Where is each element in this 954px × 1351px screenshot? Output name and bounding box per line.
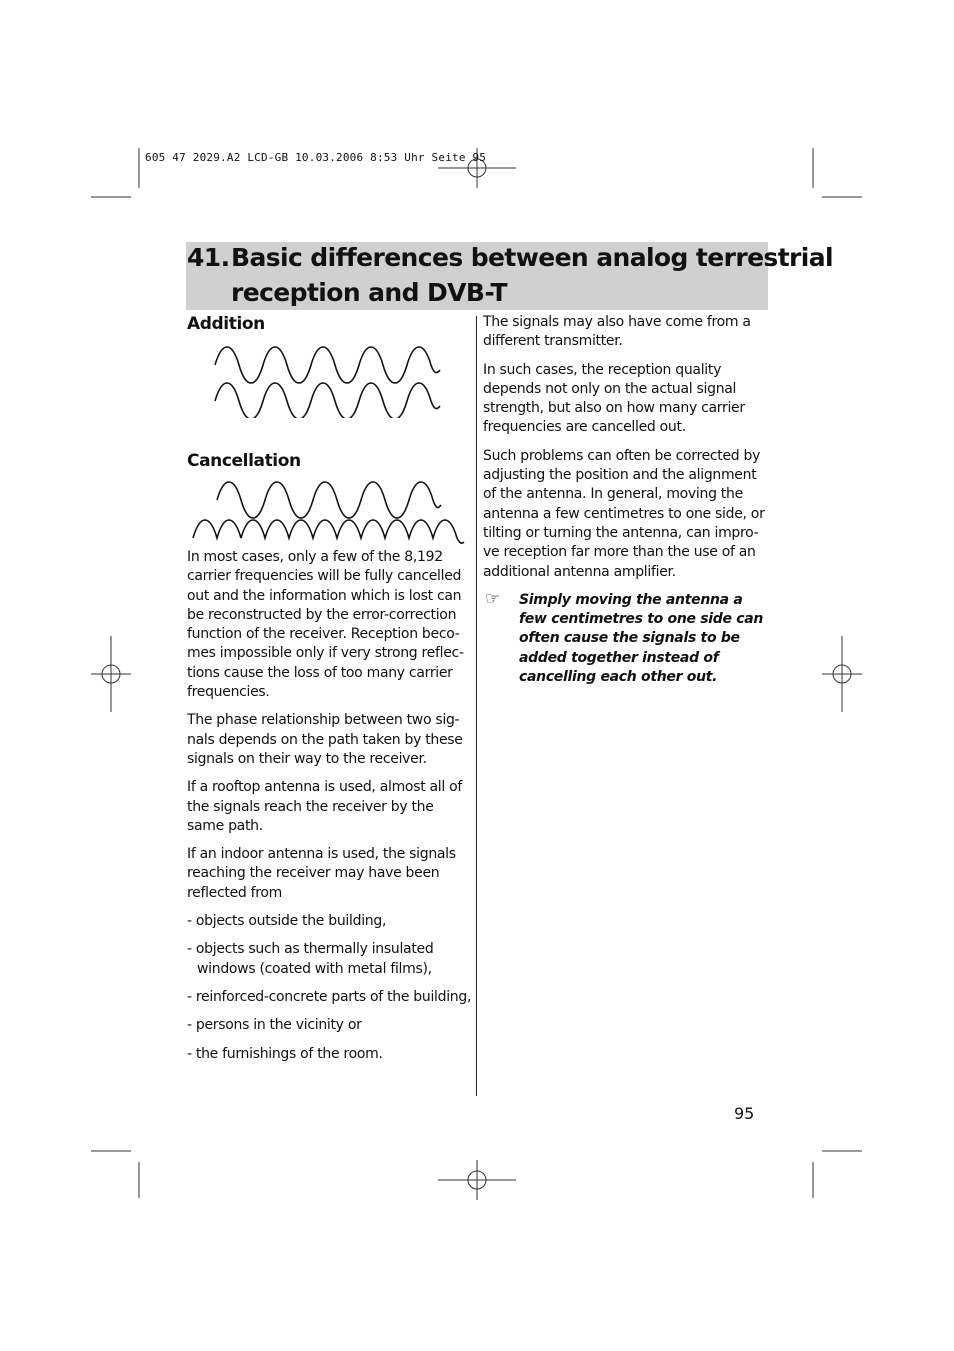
addition-wave-1 [215, 347, 440, 383]
print-slug-line: 605 47 2029.A2 LCD-GB 10.03.2006 8:53 Uhr Seite 95 [145, 151, 487, 164]
tip-note [483, 588, 768, 687]
body-paragraph: If a rooftop antenna is used, almost all of the signals reach the receiver by the same path. [187, 779, 463, 834]
title-line-1: Basic differences between analog terrestrial [231, 243, 833, 272]
page-title [187, 240, 833, 310]
list-item: - objects outside the building, [187, 913, 387, 930]
title-number: 41. [187, 243, 230, 272]
body-paragraph: Such problems can often be corrected by adjusting the position and the alignment of the antenna. In general, moving the antenna a few centimetres to one side, or tilting or turning the antenna, can impro-ve reception far more than the use of an additional antenna amplifier. [483, 447, 765, 580]
cancellation-wave-diagram [190, 480, 470, 550]
addition-wave-2 [215, 383, 440, 418]
body-paragraph: The phase relationship between two sig-nals depends on the path taken by these signals on their way to the receiver. [187, 712, 463, 767]
body-paragraph: In such cases, the reception quality depends not only on the actual signal strength, but also on how many carrier frequencies are cancelled out. [483, 361, 745, 436]
addition-heading: Addition [187, 314, 265, 334]
right-column [483, 313, 768, 687]
page-number: 95 [734, 1104, 755, 1123]
list-item: - the furnishings of the room. [187, 1045, 383, 1062]
cancellation-heading: Cancellation [187, 451, 301, 471]
title-line-2: reception and DVB-T [231, 278, 507, 307]
pointing-hand-icon: ☞ [485, 588, 500, 609]
tip-text: Simply moving the antenna a few centimetres to one side can often cause the signals to be added together instead of cancelling each other out. [519, 591, 764, 686]
left-column [187, 548, 472, 1073]
body-paragraph: The signals may also have come from a different transmitter. [483, 314, 751, 350]
list-item: - objects such as thermally insulated windows (coated with metal films), [187, 941, 434, 977]
addition-wave-diagram [210, 346, 450, 418]
body-paragraph: In most cases, only a few of the 8,192 carrier frequencies will be fully cancelled out and the information which is lost can be reconstructed by the error-correction function of the receiver. Reception beco-mes impossible only if very strong reflec-tions cause the loss of too many carrier frequencies. [187, 549, 464, 701]
cancellation-wave-1 [217, 482, 441, 518]
column-divider [476, 316, 477, 1096]
cancellation-wave-2 [193, 520, 464, 543]
body-paragraph: If an indoor antenna is used, the signals reaching the receiver may have been reflected from [187, 846, 456, 901]
list-item: - reinforced-concrete parts of the building, [187, 988, 472, 1005]
list-item: - persons in the vicinity or [187, 1017, 362, 1034]
